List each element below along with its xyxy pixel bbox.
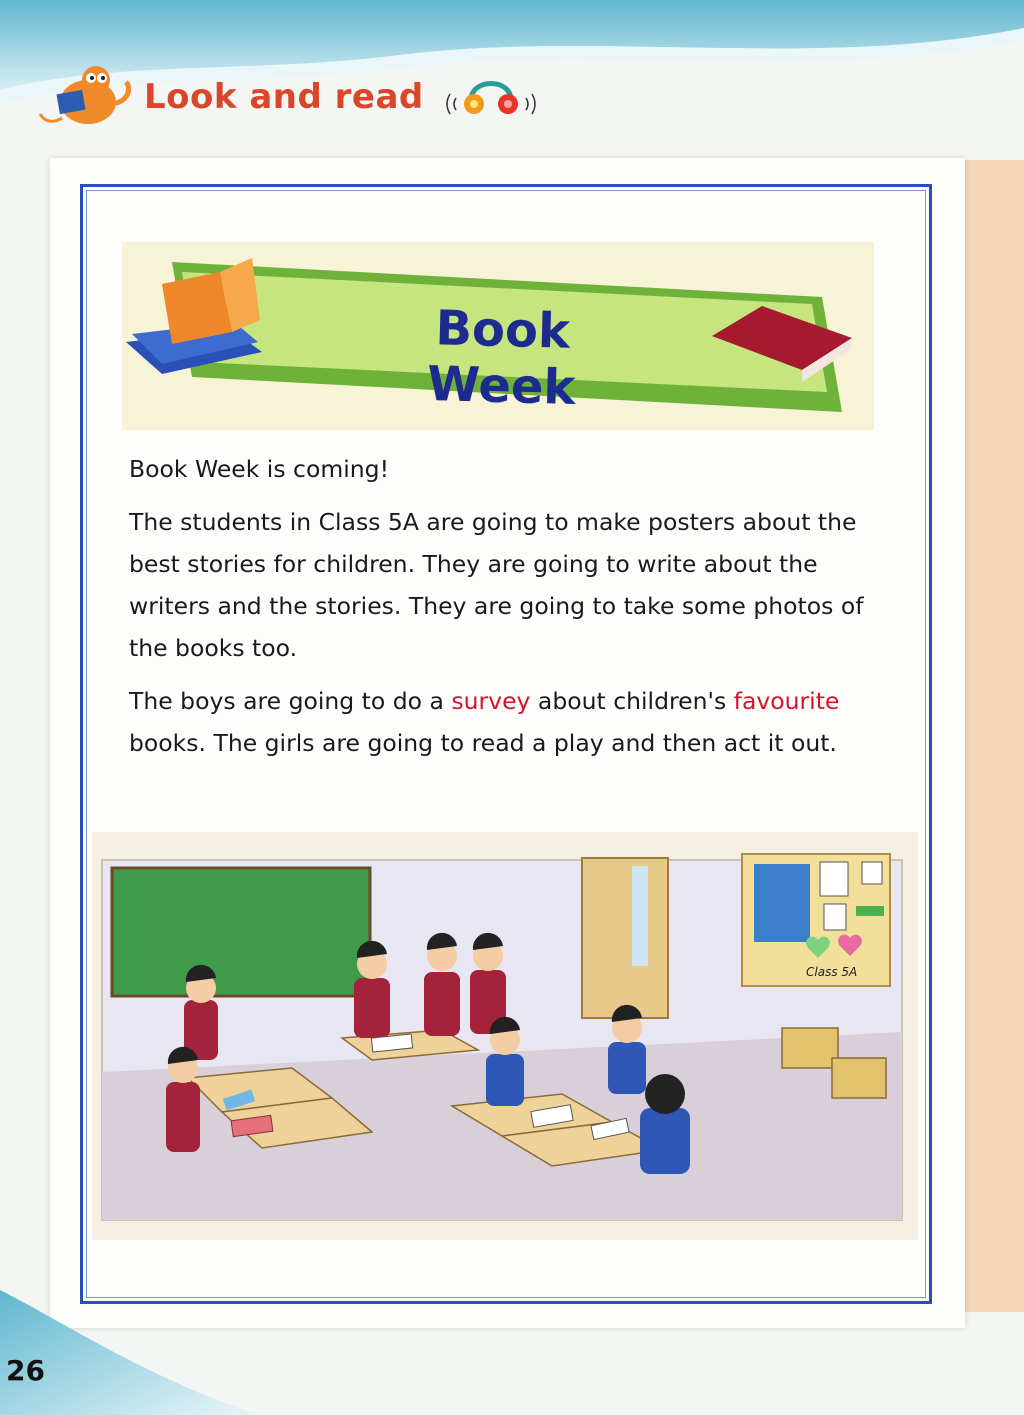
headphones-icon[interactable] bbox=[446, 72, 536, 122]
passage-text: about children's bbox=[530, 687, 734, 715]
classroom-scene bbox=[92, 832, 918, 1240]
cat-reading-book-icon bbox=[36, 62, 136, 132]
page-number: 26 bbox=[6, 1354, 45, 1387]
classroom-illustration bbox=[92, 832, 918, 1240]
vocab-word-survey: survey bbox=[451, 687, 531, 715]
board-label: Class 5A bbox=[806, 965, 858, 979]
section-header bbox=[36, 62, 536, 132]
passage-paragraph-2: The students in Class 5A are going to make posters about the best stories for children. They are going to write about the writers and the stories. They are going to take some photos of the books too. bbox=[129, 508, 864, 662]
banner-title: Book Week bbox=[426, 300, 577, 416]
side-strip bbox=[962, 160, 1024, 1312]
title-banner bbox=[122, 242, 874, 430]
bottom-wave-decoration bbox=[0, 1290, 260, 1415]
passage-paragraph-3 bbox=[129, 680, 869, 764]
passage-text: books. The girls are going to read a play and then act it out. bbox=[129, 729, 837, 757]
section-title: Look and read bbox=[144, 77, 424, 117]
passage-paragraph-1: Book Week is coming! bbox=[129, 455, 390, 483]
vocab-word-favourite: favourite bbox=[733, 687, 840, 715]
passage-text: The boys are going to do a bbox=[129, 687, 452, 715]
